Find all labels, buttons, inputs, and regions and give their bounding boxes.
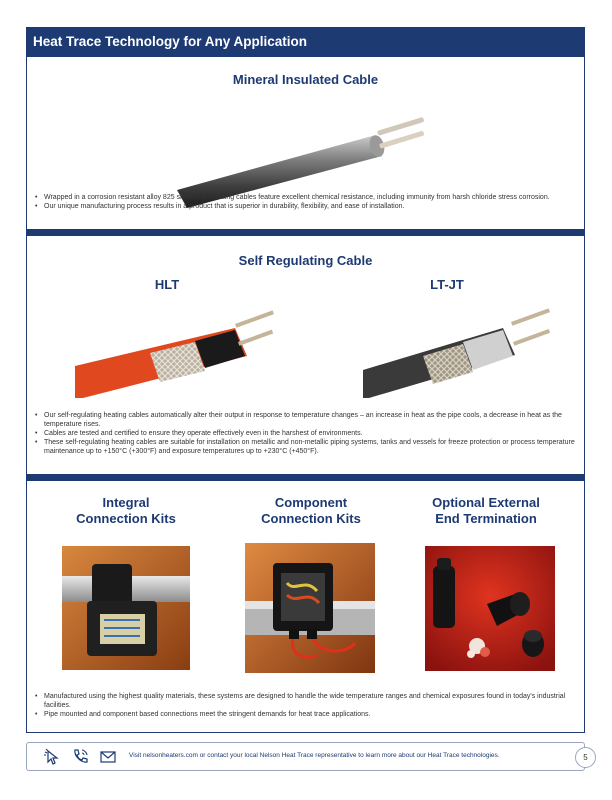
hlt-label: HLT xyxy=(154,277,180,292)
bullet: • Cables are tested and certified to ensure they operate effectively even in the harshest of environments. xyxy=(35,429,575,438)
bullet: • Our unique manufacturing process results in a product that is superior in durability, flexibility, and ease of installation. xyxy=(35,202,575,211)
page-number: 5 xyxy=(575,747,596,768)
mineral-cable-image xyxy=(177,98,437,208)
envelope-icon[interactable] xyxy=(99,748,117,766)
section-divider xyxy=(27,474,584,481)
bullet: • Wrapped in a corrosion resistant alloy 825 sheath, MI heating cables feature excellent chemical resistance, including immunity from harsh chloride stress corrosion. xyxy=(35,193,575,202)
kit-title-component: Component Connection Kits xyxy=(261,495,361,526)
bullet: • These self-regulating heating cables are suitable for installation on metallic and non-metallic piping systems, tanks and vessels for freeze protection or process temperature maintenance up to +150°C (+300°F) and exposure temperatures up to +230°C (+450°F). xyxy=(35,438,575,456)
phone-icon[interactable] xyxy=(71,748,89,766)
bullet: • Manufactured using the highest quality materials, these systems are designed to handle the wide temperature ranges and chemical exposures found in today's industrial facilities. xyxy=(35,692,575,710)
bullet: • Pipe mounted and component based connections meet the stringent demands for heat trace applications. xyxy=(35,710,575,719)
bullet: • Our self-regulating heating cables automatically alter their output in response to temperature changes – an increase in heat as the pipe cools, a decrease in heat as the temperature rises. xyxy=(35,411,575,429)
cursor-click-icon[interactable] xyxy=(43,748,61,766)
selfreg-section-title: Self Regulating Cable xyxy=(238,253,373,268)
header-bar xyxy=(27,28,584,57)
mineral-bullets xyxy=(35,193,575,211)
kit-title-integral: Integral Connection Kits xyxy=(76,495,176,526)
ltjt-cable-image xyxy=(363,300,558,398)
content-frame xyxy=(26,27,585,733)
component-kit-image xyxy=(245,543,375,673)
hlt-cable-image xyxy=(75,298,280,398)
footer-text: Visit nelsonheaters.com or contact your local Nelson Heat Trace representative to learn more about our Heat Trace technologies. xyxy=(129,752,500,759)
ltjt-label: LT-JT xyxy=(430,277,464,292)
mineral-section-title: Mineral Insulated Cable xyxy=(232,72,379,87)
selfreg-bullets xyxy=(35,411,575,456)
footer-bar xyxy=(26,742,585,771)
integral-kit-image xyxy=(62,546,190,670)
kits-bullets xyxy=(35,692,575,719)
page-title: Heat Trace Technology for Any Application xyxy=(33,34,308,49)
section-divider xyxy=(27,229,584,236)
end-termination-image xyxy=(425,546,555,671)
kit-title-end-termination: Optional External End Termination xyxy=(432,495,540,526)
